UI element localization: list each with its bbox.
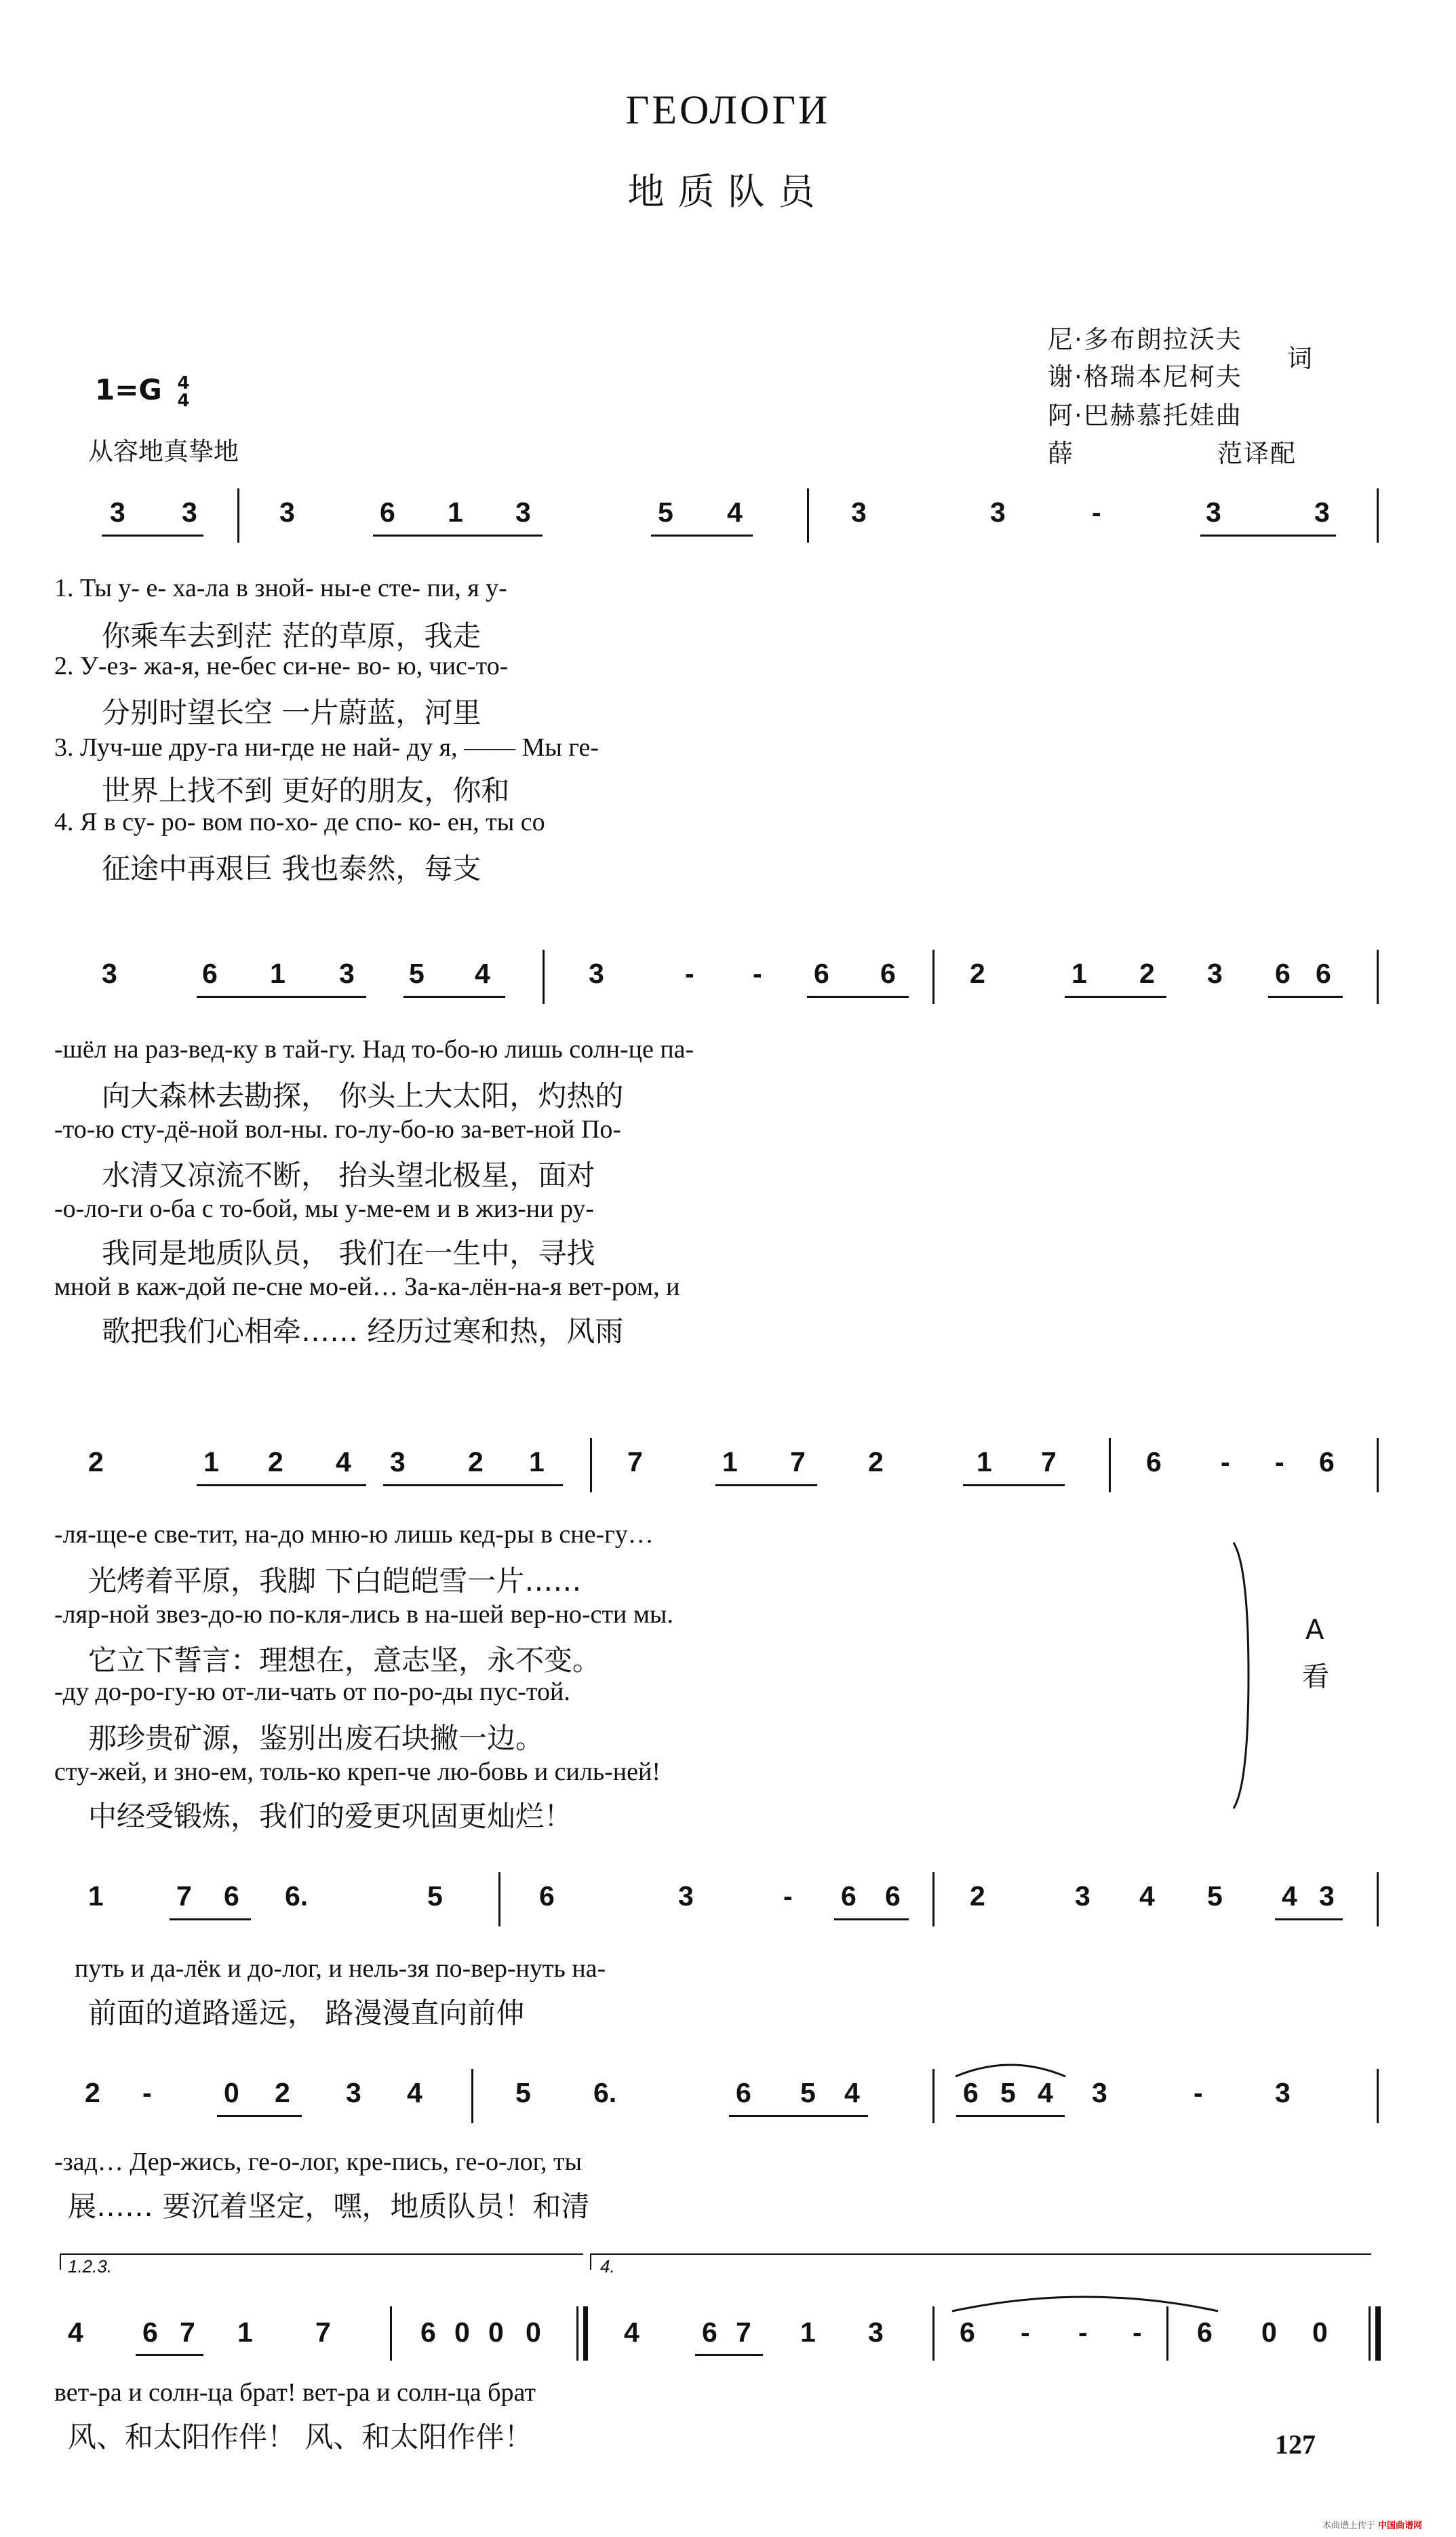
lyric-ru-verse-1: -шёл на раз-вед-ку в тай-гу. Над то-бо-ю лишь солн-це па- [54, 1035, 694, 1064]
underline-beam [136, 2354, 203, 2356]
note: 2 [468, 1446, 484, 1477]
verse-bracket [1231, 1540, 1251, 1811]
note: 6 [380, 497, 395, 528]
side-label-ru: А [1305, 1614, 1324, 1646]
note: 3 [1319, 1880, 1335, 1912]
note: 5 [515, 2077, 531, 2108]
note: 6 [1146, 1446, 1162, 1477]
note: - [685, 958, 694, 989]
note: 3 [339, 958, 355, 989]
underline-beam [956, 2115, 1065, 2117]
barline [932, 2306, 934, 2361]
underline-beam [729, 2115, 868, 2117]
lyric-ru-verse-2: 2. У-ез- жа-я, не-бес си-не- во- ю, чис-то- [54, 652, 509, 680]
note: 0 [488, 2317, 504, 2348]
lyric-ru-verse-2: -ляр-ной звез-до-ю по-кля-лись в на-шей вер-но-сти мы. [54, 1600, 673, 1629]
song-subtitle: 地质队员 [627, 170, 829, 213]
footer-text: 本曲谱上传于 [1322, 2521, 1376, 2531]
lyric-cn-verse-2: 它立下誓言：理想在，意志坚，永不变。 [88, 1644, 602, 1677]
ending-1-label: 1.2.3. [68, 2256, 113, 2277]
volta-bracket-2 [590, 2253, 1371, 2270]
barline [807, 488, 809, 543]
note: 7 [1041, 1446, 1057, 1477]
barline [932, 1872, 934, 1926]
lyric-cn-verse-3: 世界上找不到 更好的朋友，你和 [102, 774, 510, 807]
lyric-cn-verse-1: 你乘车去到茫 茫的草原，我走 [102, 619, 481, 653]
lyric-ru-verse-2: -то-ю сту-дё-ной вол-ны. го-лу-бо-ю за-вет-ной По- [54, 1115, 622, 1144]
note: 5 [1000, 2077, 1016, 2108]
credit-lyric-mark: 词 [1287, 344, 1314, 373]
key-signature [95, 373, 190, 410]
note: 2 [268, 1446, 283, 1477]
note: 3 [279, 497, 295, 528]
lyric-ru: -зад… Дер-жись, ге-о-лог, кре-пись, ге-о-лог, ты [54, 2148, 583, 2176]
barline [590, 1438, 592, 1492]
barline [1377, 1438, 1379, 1492]
lyric-ru-verse-3: -ду до-ро-гу-ю от-ли-чать от по-ро-ды пус-той. [54, 1678, 570, 1706]
note: 6 [841, 1880, 857, 1912]
note: 6 [885, 1880, 901, 1912]
note: 5 [409, 958, 425, 989]
note: 6 [142, 2317, 158, 2348]
note: 5 [427, 1880, 443, 1912]
final-barline [1369, 2306, 1371, 2361]
note: - [783, 1880, 793, 1912]
lyric-cn-verse-2: 分别时望长空 一片蔚蓝，河里 [102, 696, 481, 729]
underline-beam [1275, 1918, 1343, 1920]
note: 6 [202, 958, 218, 989]
note: 3 [182, 497, 197, 528]
barline [471, 2069, 473, 2123]
note: - [1194, 2077, 1203, 2108]
tempo-marking: 从容地真挚地 [88, 437, 239, 466]
note: 6 [1316, 958, 1331, 989]
note: 4 [727, 497, 743, 528]
note: 7 [736, 2317, 751, 2348]
underline-beam [1200, 535, 1336, 537]
note: 2 [970, 958, 985, 989]
note: 2 [88, 1446, 104, 1477]
underline-beam [1268, 996, 1343, 998]
lyric-ru-verse-3: -о-ло-ги о-ба с то-бой, мы у-ме-ем и в жиз-ни ру- [54, 1195, 595, 1223]
note: - [1275, 1446, 1284, 1477]
underline-beam [404, 996, 505, 998]
note: 6. [285, 1880, 309, 1912]
lyric-cn-verse-1: 向大森林去勘探， 你头上大太阳，灼热的 [102, 1079, 624, 1112]
note: 4 [1038, 2077, 1053, 2108]
barline [498, 1872, 500, 1926]
note: 4 [1282, 1880, 1297, 1912]
note: 6. [593, 2077, 617, 2108]
barline [932, 950, 934, 1004]
lyric-ru: путь и да-лёк и до-лог, и нель-зя по-вер-нуть на- [75, 1954, 606, 1983]
barline [932, 2069, 934, 2123]
note: 3 [1206, 497, 1221, 528]
note: - [1078, 2317, 1088, 2348]
note: 6 [1197, 2317, 1213, 2348]
note: 6 [420, 2317, 436, 2348]
credit-lyricist-2: 谢·格瑞本尼柯夫 [1048, 362, 1242, 391]
note: - [1021, 2317, 1030, 2348]
note: 6 [960, 2317, 975, 2348]
lyric-cn-verse-4: 歌把我们心相牵…… 经历过寒和热，风雨 [102, 1315, 624, 1348]
barline [1377, 488, 1379, 543]
underline-beam [217, 2115, 302, 2117]
note: 5 [658, 497, 673, 528]
note: 1 [237, 2317, 253, 2348]
note: 3 [346, 2077, 361, 2108]
underline-beam [807, 996, 909, 998]
barline [390, 2306, 392, 2361]
lyric-cn: 展…… 要沉着坚定，嘿，地质队员！和清 [68, 2190, 590, 2223]
barline [543, 950, 545, 1004]
ending-2-label: 4. [600, 2256, 615, 2277]
barline [1166, 2306, 1168, 2361]
note: 6 [736, 2077, 751, 2108]
note: 7 [790, 1446, 806, 1477]
note: 3 [851, 497, 867, 528]
lyric-cn-verse-4: 中经受锻炼，我们的爱更巩固更灿烂！ [88, 1800, 573, 1833]
note: 3 [110, 497, 125, 528]
note: 3 [102, 958, 117, 989]
note: 1 [800, 2317, 816, 2348]
note: - [1133, 2317, 1142, 2348]
lyric-cn-verse-4: 征途中再艰巨 我也泰然，每支 [102, 852, 481, 885]
note: 1 [722, 1446, 738, 1477]
note: 4 [624, 2317, 640, 2348]
credit-lyricist-1: 尼·多布朗拉沃夫 [1048, 325, 1242, 354]
underline-beam [1065, 996, 1166, 998]
note: 1 [88, 1880, 104, 1912]
volta-bracket-1 [60, 2253, 583, 2270]
note: 6 [224, 1880, 239, 1912]
underline-beam [651, 535, 753, 537]
note: 1 [270, 958, 286, 989]
lyric-ru-verse-1: -ля-ще-е све-тит, на-до мню-ю лишь кед-ры в сне-гу… [54, 1520, 654, 1549]
note: 3 [678, 1880, 694, 1912]
underline-beam [963, 1484, 1065, 1486]
time-denominator: 4 [177, 390, 190, 411]
note: 3 [390, 1446, 406, 1477]
note: 3 [990, 497, 1006, 528]
note: - [753, 958, 762, 989]
underline-beam [197, 1484, 366, 1486]
note: 1 [203, 1446, 219, 1477]
lyric-ru-verse-3: 3. Луч-ше дру-га ни-где не най- ду я, —— Мы ге- [54, 733, 599, 762]
note: 3 [589, 958, 604, 989]
note: 1 [1071, 958, 1087, 989]
underline-beam [170, 1918, 251, 1920]
note: 0 [1312, 2317, 1328, 2348]
lyric-cn: 风、和太阳作伴！ 风、和太阳作伴！ [68, 2420, 533, 2454]
note: 4 [1139, 1880, 1155, 1912]
note: - [1221, 1446, 1230, 1477]
note: 0 [224, 2077, 239, 2108]
note: 4 [336, 1446, 351, 1477]
lyric-cn-verse-2: 水清又凉流不断， 抬头望北极星，面对 [102, 1159, 595, 1192]
note: 2 [970, 1880, 985, 1912]
lyric-ru: вет-ра и солн-ца брат! вет-ра и солн-ца брат [54, 2378, 536, 2407]
note: 0 [1261, 2317, 1277, 2348]
note: 3 [1092, 2077, 1107, 2108]
barline [1377, 1872, 1379, 1926]
note: 4 [68, 2317, 83, 2348]
note: 3 [1275, 2077, 1291, 2108]
side-label-cn: 看 [1302, 1661, 1329, 1692]
note: 0 [526, 2317, 541, 2348]
underline-beam [834, 1918, 909, 1920]
lyric-cn-verse-3: 我同是地质队员， 我们在一生中，寻找 [102, 1237, 595, 1270]
note: 6 [1275, 958, 1291, 989]
lyric-ru-verse-4: сту-жей, и зно-ем, толь-ко креп-че лю-бовь и силь-ней! [54, 1758, 661, 1786]
note: 6 [963, 2077, 979, 2108]
lyric-ru-verse-4: мной в каж-дой пе-сне мо-ей… За-ка-лён-на-я вет-ром, и [54, 1273, 680, 1301]
note: 1 [529, 1446, 545, 1477]
note: 5 [1207, 1880, 1223, 1912]
note: 7 [180, 2317, 195, 2348]
repeat-barline-thick [583, 2306, 588, 2361]
footer-brand: 中国曲谱网 [1378, 2521, 1423, 2531]
footer-watermark [1322, 2518, 1422, 2531]
repeat-barline [576, 2306, 578, 2361]
note: 2 [275, 2077, 290, 2108]
note: 3 [515, 497, 531, 528]
note: - [1092, 497, 1101, 528]
note: - [142, 2077, 152, 2108]
lyric-cn-verse-3: 那珍贵矿源，鉴别出废石块撇一边。 [88, 1722, 545, 1755]
barline [1377, 950, 1379, 1004]
lyric-cn-verse-1: 光烤着平原，我脚 下白皑皑雪一片…… [88, 1564, 582, 1597]
final-barline-thick [1375, 2306, 1381, 2361]
credit-composer: 阿·巴赫慕托娃曲 [1048, 401, 1242, 430]
slur [953, 2059, 1068, 2079]
note: 4 [407, 2077, 422, 2108]
barline [1377, 2069, 1379, 2123]
note: 4 [844, 2077, 860, 2108]
time-numerator: 4 [177, 372, 190, 393]
note: 7 [315, 2317, 331, 2348]
page-number: 127 [1275, 2429, 1316, 2460]
note: 2 [868, 1446, 884, 1477]
note: 1 [448, 497, 463, 528]
note: 5 [800, 2077, 816, 2108]
note: 3 [1314, 497, 1330, 528]
underline-beam [373, 535, 543, 537]
note: 2 [1139, 958, 1155, 989]
underline-beam [383, 1484, 563, 1486]
note: 3 [1207, 958, 1223, 989]
note: 6 [702, 2317, 717, 2348]
underline-beam [197, 996, 366, 998]
note: 7 [627, 1446, 643, 1477]
note: 6 [880, 958, 896, 989]
underline-beam [695, 2354, 763, 2356]
tie-arc [949, 2289, 1221, 2314]
barline [1109, 1438, 1111, 1492]
time-signature [178, 374, 190, 410]
credit-translator-role: 范译配 [1217, 439, 1297, 468]
note: 6 [814, 958, 829, 989]
credit-translator-name: 薛 [1048, 439, 1074, 468]
key-text: 1=G [95, 373, 162, 406]
song-title: ГЕОЛОГИ [625, 88, 831, 132]
lyric-ru-verse-4: 4. Я в су- ро- вом по-хо- де спо- ко- ен, ты со [54, 808, 545, 836]
barline [237, 488, 239, 543]
note: 3 [868, 2317, 884, 2348]
note: 2 [85, 2077, 100, 2108]
underline-beam [102, 535, 203, 537]
note: 6 [539, 1880, 555, 1912]
lyric-ru-verse-1: 1. Ты у- е- ха-ла в зной- ны-е сте- пи, я у- [54, 574, 507, 602]
lyric-cn: 前面的道路遥远， 路漫漫直向前伸 [88, 1996, 525, 2030]
note: 7 [176, 1880, 192, 1912]
note: 3 [1075, 1880, 1090, 1912]
note: 6 [1319, 1446, 1335, 1477]
underline-beam [715, 1484, 817, 1486]
note: 4 [475, 958, 490, 989]
note: 1 [977, 1446, 992, 1477]
note: 0 [454, 2317, 470, 2348]
